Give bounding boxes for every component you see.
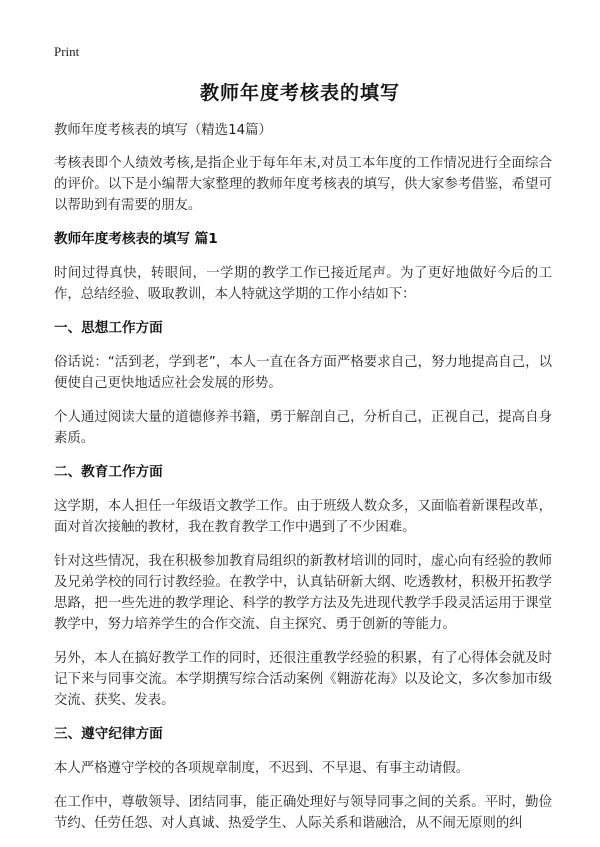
paragraph: 这学期，本人担任一年级语文教学工作。由于班级人数众多，又面临着新课程改革，面对首次接触的教材，我在教育教学工作中遇到了不少困难。	[54, 499, 552, 535]
paragraph: 在工作中，尊敬领导、团结同事，能正确处理好与领导同事之间的关系。平时，勤俭节约、任劳任怨、对人真诚、热爱学生、人际关系和谐融洽，从不闹无原则的纠	[54, 795, 552, 831]
paragraph: 针对这些情况，我在积极参加教育局组织的新教材培训的同时，虚心向有经验的教师及兄弟学校的同行讨教经验。在教学中，认真钻研新大纲、吃透教材，积极开拓教学思路，把一些先进的教学理论、科学的教学方法及先进现代教学手段灵活运用于课堂教学中，努力培养学生的合作交流、自主探究、勇于创新的等能力。	[54, 554, 552, 632]
article-body	[54, 120, 552, 847]
section-heading: 教师年度考核表的填写 篇1	[54, 231, 218, 247]
paragraph: 本人严格遵守学校的各项规章制度，不迟到、不早退、有事主动请假。	[54, 761, 470, 776]
page-title: 教师年度考核表的填写	[199, 82, 400, 104]
opening-paragraph: 时间过得真快，转眼间，一学期的教学工作已接近尾声。为了更好地做好今后的工作，总结经验、吸取教训，本人特就这学期的工作小结如下：	[54, 266, 552, 302]
print-link[interactable]: Print	[54, 44, 80, 59]
heading-education-work: 二、教育工作方面	[54, 464, 163, 480]
paragraph: 个人通过阅读大量的道德修养书籍，勇于解剖自己，分析自己，正视自己，提高自身素质。	[54, 410, 552, 446]
paragraph: 俗话说：“活到老，学到老”，本人一直在各方面严格要求自己，努力地提高自己，以便使自己更快地适应社会发展的形势。	[54, 355, 552, 391]
heading-discipline: 三、遵守纪律方面	[54, 726, 163, 742]
paragraph: 另外，本人在搞好教学工作的同时，还很注重教学经验的积累，有了心得体会就及时记下来与同事交流。本学期撰写综合活动案例《翱游花海》以及论文，多次参加市级交流、获奖、发表。	[54, 651, 552, 708]
subtitle: 教师年度考核表的填写（精选14篇）	[54, 123, 272, 138]
intro-paragraph: 考核表即个人绩效考核,是指企业于每年年末,对员工本年度的工作情况进行全面综合的评价。以下是小编帮大家整理的教师年度考核表的填写，供大家参考借鉴，希望可以帮助到有需要的朋友。	[54, 156, 552, 213]
heading-thought-work: 一、思想工作方面	[54, 320, 163, 336]
